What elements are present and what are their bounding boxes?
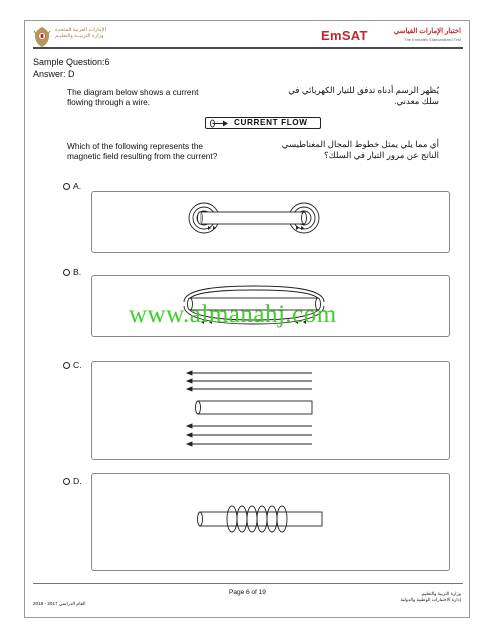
question-arabic-line-1: أي مما يلي يمثل خطوط المجال المغناطيسي [281, 139, 439, 149]
prompt-english [67, 87, 198, 107]
question-arabic-line-2: الناتج عن مرور التيار في السلك؟ [324, 150, 439, 160]
prompt-english-line-1: The diagram below shows a current [67, 87, 199, 97]
option-a-diagram [91, 191, 450, 253]
academic-year-text: العام الدراسي 2017 - 2018 [33, 601, 86, 606]
option-b-label: B. [73, 267, 82, 277]
coil-field-diagram [92, 474, 449, 570]
ministry-country-text: الإمارات العربية المتحدة [55, 27, 107, 33]
field-circles-diagram [92, 192, 449, 252]
option-c-radio[interactable] [63, 362, 70, 369]
prompt-english-line-2: flowing through a wire. [67, 97, 151, 107]
emsat-logo: EmSAT [321, 28, 368, 43]
footer-ministry-line-1: وزارة التربية والتعليم [421, 591, 461, 596]
answer-label: Answer: D [33, 69, 75, 79]
prompt-arabic-line-1: يُظهر الرسم أدناه تدفق للتيار الكهربائي في [288, 85, 439, 95]
emsat-logo-block [321, 27, 461, 45]
question-english-line-1: Which of the following represents the [67, 141, 204, 151]
option-d-diagram [91, 473, 450, 571]
emsat-arabic-title: اختبار الإمارات القياسي [393, 28, 461, 35]
emsat-english-subtitle: The Emirates Standardized Test [404, 37, 461, 42]
footer-ministry-line-2: إدارة الاختبارات الوطنية والدولية [400, 597, 461, 602]
current-flow-label: CURRENT FLOW [234, 118, 308, 127]
ministry-header-text [55, 27, 145, 39]
arrow-right-icon [210, 119, 230, 128]
option-c-label: C. [73, 360, 82, 370]
watermark-text: www.almanahj.com [129, 301, 337, 328]
option-c-diagram [91, 361, 450, 460]
option-a-radio[interactable] [63, 183, 70, 190]
ministry-name-text: وزارة التربيــة والتعليـم [55, 33, 104, 40]
header-divider [33, 47, 463, 49]
option-b-radio[interactable] [63, 269, 70, 276]
parallel-field-lines-diagram [92, 362, 449, 459]
current-flow-diagram [205, 117, 321, 129]
footer-ministry-text [341, 591, 461, 603]
uae-emblem-icon [33, 26, 51, 48]
question-english-line-2: magnetic field resulting from the current? [67, 151, 218, 161]
prompt-arabic [279, 85, 439, 107]
question-english [67, 141, 217, 161]
option-d-radio[interactable] [63, 478, 70, 485]
option-d-label: D. [73, 476, 82, 486]
footer-divider [33, 583, 463, 584]
page-number: Page 6 of 19 [229, 589, 266, 596]
option-a-label: A. [73, 181, 82, 191]
document-page [24, 20, 470, 618]
sample-question-label: Sample Question:6 [33, 57, 110, 67]
prompt-arabic-line-2: سلك معدني. [394, 96, 439, 106]
question-arabic [269, 139, 439, 161]
